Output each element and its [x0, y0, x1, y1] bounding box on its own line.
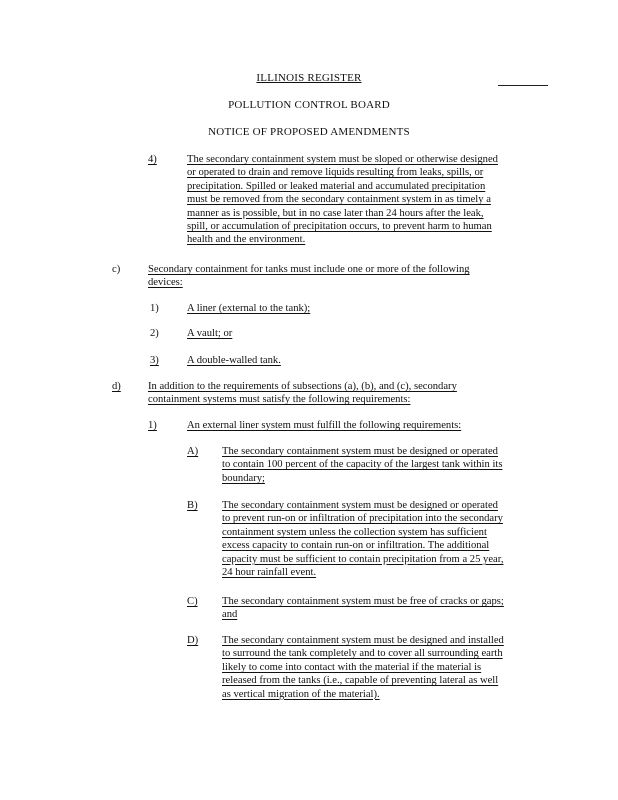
item-c2-label: 2) — [150, 328, 159, 339]
item-A-line: The secondary containment system must be designed or operated — [222, 446, 498, 457]
board-title: POLLUTION CONTROL BOARD — [228, 99, 390, 111]
item-4-line: spill, or accumulation of precipitation occurs, to prevent harm to human — [187, 221, 492, 233]
item-D-label: D) — [187, 635, 199, 646]
item-A-line: boundary; — [222, 472, 265, 484]
item-B-line: containment system unless the collection system has sufficient — [222, 526, 487, 538]
item-4-line: precipitation. Spilled or leaked material and accumulated precipitation — [187, 180, 486, 192]
item-d-line: containment systems must satisfy the following requirements: — [148, 394, 411, 406]
notice-title: NOTICE OF PROPOSED AMENDMENTS — [208, 126, 410, 138]
register-title: ILLINOIS REGISTER — [256, 72, 362, 84]
item-C-label: C) — [187, 596, 198, 607]
item-B-line: excess capacity to contain run-on or infiltration. The additional — [222, 540, 490, 552]
item-c1-label: 1) — [150, 303, 159, 314]
item-c3-text: A double-walled tank. — [187, 355, 281, 366]
item-c2-text: A vault; or — [187, 328, 233, 339]
item-c-line: devices: — [148, 277, 183, 289]
item-B-line: to prevent run-on or infiltration of precipitation into the secondary — [222, 513, 503, 525]
item-c-text — [148, 263, 470, 290]
item-B-line: 24 hour rainfall event. — [222, 567, 317, 579]
item-c-line: Secondary containment for tanks must include one or more of the following — [148, 264, 470, 275]
item-d1-text: An external liner system must fulfill the following requirements: — [187, 420, 462, 431]
item-4-label: 4) — [148, 154, 157, 165]
item-d-text — [148, 380, 457, 407]
item-A-line: to contain 100 percent of the capacity of the largest tank within its — [222, 459, 503, 471]
item-C-text — [222, 595, 504, 622]
item-B-text — [222, 499, 504, 579]
item-d-line: In addition to the requirements of subsections (a), (b), and (c), secondary — [148, 381, 457, 392]
item-4-line: or operated to drain and remove liquids resulting from leaks, spills, or — [187, 167, 484, 179]
item-c-label: c) — [112, 264, 121, 275]
item-A-text — [222, 445, 502, 485]
item-4-line: must be removed from the secondary containment system in as timely a — [187, 194, 491, 206]
item-A-label: A) — [187, 446, 199, 457]
item-D-text — [222, 634, 504, 701]
item-d-label: d) — [112, 381, 121, 392]
item-B-line: The secondary containment system must be designed or operated — [222, 500, 498, 511]
item-D-line: to surround the tank completely and to cover all surrounding earth — [222, 648, 503, 660]
item-D-line: released from the tanks (i.e., capable of preventing lateral as well — [222, 675, 499, 687]
item-4-line: The secondary containment system must be sloped or otherwise designed — [187, 154, 498, 165]
item-4-line: manner as is possible, but in no case later than 24 hours after the leak, — [187, 207, 484, 219]
item-c1-text: A liner (external to the tank); — [187, 303, 311, 314]
item-4-line: health and the environment. — [187, 234, 306, 246]
item-D-line: likely to come into contact with the material if the material is — [222, 661, 482, 673]
item-B-line: capacity must be sufficient to contain precipitation from a 25 year, — [222, 553, 504, 565]
item-C-line: The secondary containment system must be free of cracks or gaps; — [222, 596, 504, 607]
header-rule — [498, 85, 548, 86]
item-d1-label: 1) — [148, 420, 157, 431]
item-D-line: as vertical migration of the material). — [222, 688, 380, 700]
item-B-label: B) — [187, 500, 198, 511]
item-D-line: The secondary containment system must be designed and installed — [222, 635, 504, 646]
item-C-line: and — [222, 609, 238, 621]
item-4-text — [187, 153, 498, 247]
item-c3-label: 3) — [150, 355, 159, 366]
